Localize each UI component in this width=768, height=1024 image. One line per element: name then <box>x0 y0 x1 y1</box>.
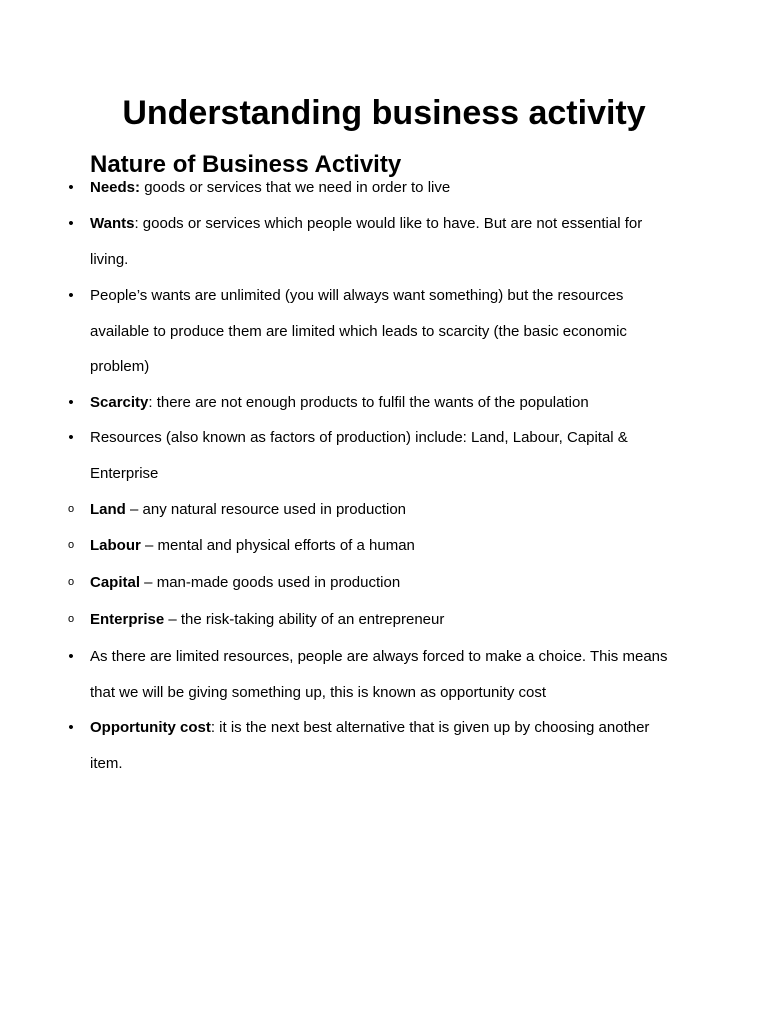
definition: : goods or services which people would like to have. But are not essential for living. <box>90 215 643 268</box>
paragraph-text: Resources (also known as factors of production) include: Land, Labour, Capital & Enterprise <box>90 429 628 482</box>
definition: – mental and physical efforts of a human <box>140 537 415 554</box>
definition: – man-made goods used in production <box>140 574 401 591</box>
circle-bullet-icon: o <box>67 576 75 588</box>
term: Labour <box>90 537 141 554</box>
definition: – any natural resource used in production <box>125 501 407 518</box>
bullet-icon: • <box>68 394 74 411</box>
definition: goods or services that we need in order to live <box>140 179 451 196</box>
paragraph-text: People’s wants are unlimited (you will always want something) but the resources available to produce them are limited which leads to scarcity (the basic economic problem) <box>90 287 627 375</box>
bullet-icon: • <box>68 215 74 232</box>
bullet-icon: • <box>68 719 74 736</box>
paragraph-text: As there are limited resources, people are always forced to make a choice. This means that we will be giving something up, this is known as opportunity cost <box>90 648 668 701</box>
section-heading: Nature of Business Activity <box>90 151 402 178</box>
term: Opportunity cost <box>90 719 211 736</box>
bullet-icon: • <box>68 287 74 304</box>
definition: : there are not enough products to fulfil the wants of the population <box>148 394 589 411</box>
term: Enterprise <box>90 611 165 628</box>
circle-bullet-icon: o <box>67 539 75 551</box>
circle-bullet-icon: o <box>67 613 75 625</box>
term: Wants <box>90 215 135 232</box>
term: Needs: <box>90 179 141 196</box>
circle-bullet-icon: o <box>67 503 75 515</box>
bullet-icon: • <box>68 429 74 446</box>
term: Land <box>90 501 126 518</box>
bullet-icon: • <box>68 179 74 196</box>
term: Capital <box>90 574 141 591</box>
bullet-icon: • <box>68 648 74 665</box>
definition: – the risk-taking ability of an entrepreneur <box>164 611 445 628</box>
page-title: Understanding business activity <box>122 94 646 132</box>
term: Scarcity <box>90 394 149 411</box>
definition: : it is the next best alternative that is given up by choosing another item. <box>90 719 650 772</box>
